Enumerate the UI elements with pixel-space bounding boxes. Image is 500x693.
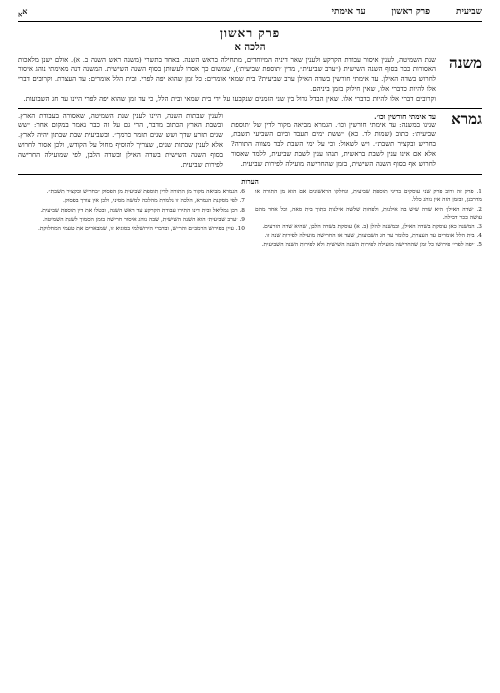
- notes-column-right: [255, 188, 482, 250]
- page-number: א$_א$: [18, 6, 28, 19]
- gemara-column-left: [18, 112, 223, 171]
- running-titles: [332, 6, 482, 17]
- note: 5. ׳יפה לפרי׳ פירושו כל זמן שהחרישה מועילה לפירות השנה השישית ולא לפירות השנה השביעית.: [261, 241, 482, 248]
- chapter-name: פרק ראשון: [391, 7, 430, 17]
- mishnah-continuation: וקרובים דברי אלו להיות כדברי אלו. שאין הבדל גדול בין שני הזמנים שנקבעו על ידי בית שמאי ובית הלל, כי עד זמן שהוא יפה לפרי היינו עד חג השבועות.: [23, 94, 436, 103]
- gemara-column-right: [231, 112, 436, 171]
- note: 4. בית הלל אומרים עד העצרת, כלומר עד חג השבועות, שעד אז החרישה מועילה לפירות שנה זו.: [264, 232, 482, 239]
- mishnah-label: משנה: [448, 53, 482, 72]
- halakha-title: הלכה א: [234, 41, 266, 53]
- note: 3. המשנה כאן עוסקת בשדה האילן, ובמשנה להלן (ב. א) עוסקת בשדה הלבן, שהיא שדה הזרעים.: [262, 223, 482, 230]
- notes-column-left: [18, 188, 245, 250]
- note: 1. פרק זה ורוב פרק שני עוסקים בדיני תוספת שביעית, ונחלקו הראשונים אם הוא מן התורה או מדרבנן, ובזמן הזה אין נוהג כלל.: [255, 189, 482, 204]
- gemara-text-left: ולענין שבתות השנה, היינו לענין שנת השמיטה, שאסורה בעבודת הארץ. ובשבת הארץ הכתוב מדבר, הרי גם על זה כבר נאמר במקום אחר: ״שש שנים תזרע שדך ושש שנים תזמר כרמך״. ובשביעית שבת שבתון יהיה לארץ. אלא לענין שבתות שנים, שצריך להוסיף מחול על הקודש, ולכן אסור לחרוש בסוף השנה השישית בשדה האילן ובשדה הלבן, לפי שמועילה החרישה לפירות שביעית.: [18, 111, 223, 169]
- gemara-columns: [18, 112, 436, 171]
- note: 10. עיין בפירוש הרמב״ם והר״ש, ובדברי הירושלמי בסוגיא זו, שמבארים את טעמי המחלוקת.: [37, 225, 245, 232]
- note: 7. לפי מסקנת הגמרא, הלכה זו נלמדת מהלכה למשה מסיני, ולכן אין צורך בפסוק.: [62, 198, 245, 205]
- note: 2. ׳שדה האילן׳ היא שדה שיש בה אילנות, ולפחות שלשה אילנות בתוך בית סאה, וכל אחד מהם עושה ככר דבילה.: [255, 206, 482, 221]
- note: 9. ׳ערב שביעית׳ הוא השנה השישית, שבה נוהג איסור חרישה בזמן הסמוך לשנת השמיטה.: [42, 216, 245, 223]
- chapter-title: פרק ראשון: [219, 25, 281, 40]
- gemara-heading: עד אימתי חורשין וכו׳.: [374, 111, 436, 121]
- notes-title: הערות: [18, 174, 482, 186]
- chapter-subtitle: עד אימתי: [331, 7, 366, 17]
- gemara-section: [18, 109, 482, 171]
- note: 8. רבן גמליאל ובית דינו התירו עבודת הקרקע עד ראש השנה, ובטלו את דין תוספת שביעית.: [40, 207, 245, 214]
- notes-section: [18, 188, 482, 250]
- mishnah-section: [18, 53, 482, 109]
- mishnah-text: שנת השמיטה, לענין איסור עבודת הקרקע ולענין שאר דיניה המיוחדים, מתחילה בראש השנה. באחד בתשרי (משנה ראש השנה ב. א). אולם ישנן מלאכות האסורות כבר בסוף השנה השישית (״ערב שביעית״, מדין ׳תוספת שביעית׳), שמשום כך אסרו לעשותן בסוף השנה השישית. המשנה דנה מאימתי נוהג איסור לחרוש בשדה האילן. עד אימתי חורשין בשדה האילן ערב שביעית? בית שמאי אומרים: כל זמן שהוא יפה לפרי. ובית הלל אומרים: עד העצרת. וקרובים דברי אלו להיות כדברי אלו, שאין חילוק בזמן ביניהם.: [18, 55, 436, 93]
- gemara-text-right: שנינו במשנה: עד אימתי חורשין וכו׳. הגמרא מביאה מקור לדין של ׳תוספת שביעית׳: כתוב (שמות לד. כא) ״ששת ימים תעבד וביום השביעי תשבת, בחריש ובקציר תשבת״. ויש לשאול: וכי על ימי השבת לבד מצווה התורה? אלא אם אינו ענין לשבת בראשית, תנהו ענין לשבת שביעית, ללמד שאסור לחרוש אף בסוף השנה השישית, בזמן שהחרישה מועילה לפירות שביעית.: [231, 120, 436, 168]
- gemara-label: גמרא: [451, 109, 482, 128]
- running-header: [18, 6, 482, 22]
- note: 6. הגמרא מביאה מקור מן התורה לדין תוספת שביעית מן הפסוק ״בחריש ובקציר תשבת״.: [46, 189, 245, 196]
- tractate-name: שביעית: [455, 7, 482, 17]
